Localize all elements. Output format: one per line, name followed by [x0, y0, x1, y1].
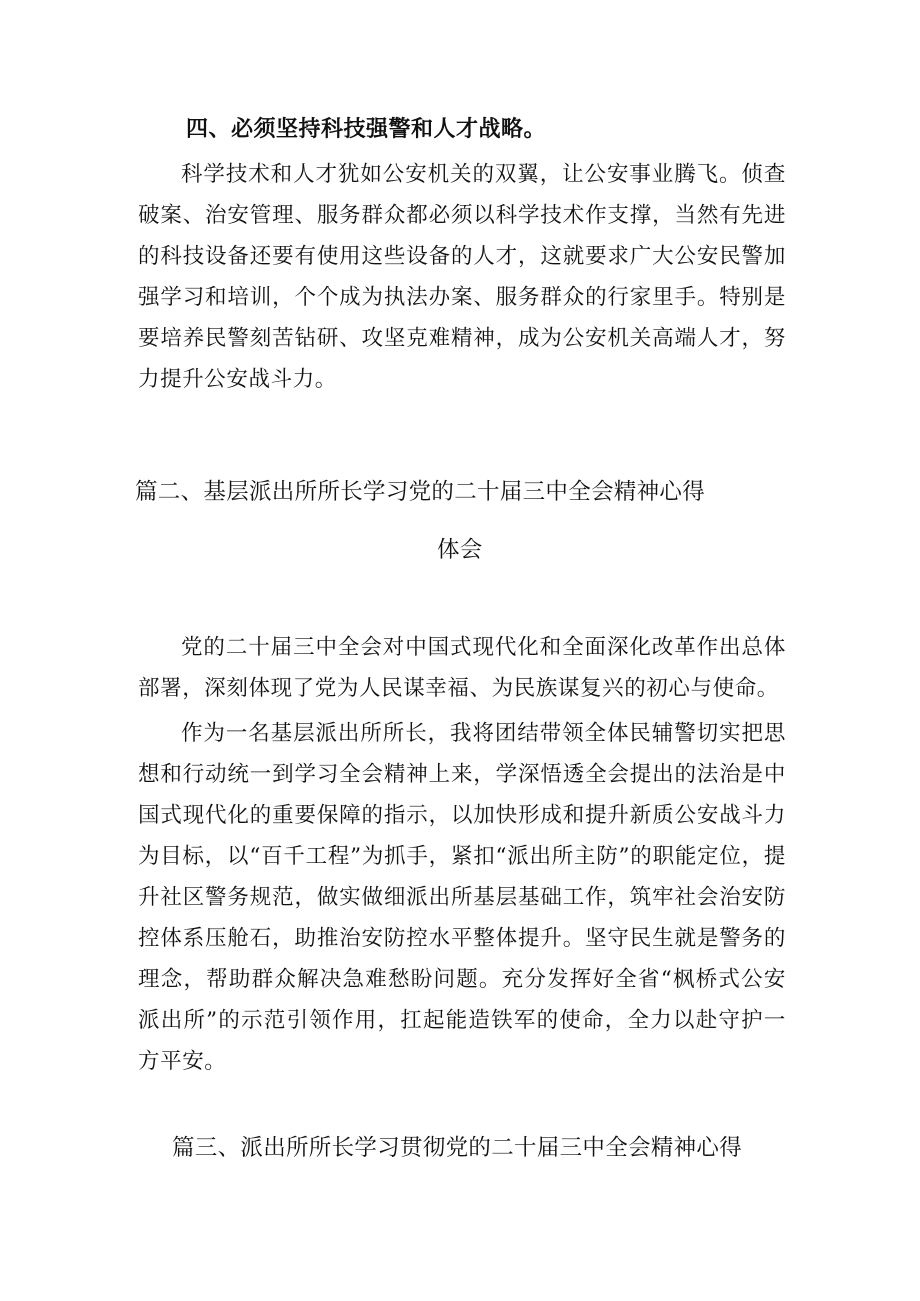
section-heading: 四、必须坚持科技强警和人才战略。: [186, 117, 547, 142]
part2-title-line1: 篇二、基层派出所所长学习党的二十届三中全会精神心得: [135, 479, 706, 505]
part2-paragraph-2: 作为一名基层派出所所长，我将团结带领全体民辅警切实把思想和行动统一到学习全会精神上来，学深悟透全会提出的法治是中国式现代化的重要保障的指示，以加快形成和提升新质公安战斗力为目标，以“百千工程”为抓手，紧扣“派出所主防”的职能定位，提升社区警务规范，做实做细派出所基层基础工作，筑牢社会治安防控体系压舱石，助推治安防控水平整体提升。坚守民生就是警务的理念，帮助群众解决急难愁盼问题。充分发挥好全省“枫桥式公安派出所”的示范引领作用，扛起能造铁军的使命，全力以赴守护一方平安。: [138, 721, 786, 1074]
part2-paragraph-1: 党的二十届三中全会对中国式现代化和全面深化改革作出总体部署，深刻体现了党为人民谋幸福、为民族谋复兴的初心与使命。: [138, 635, 786, 701]
section-paragraph: 科学技术和人才犹如公安机关的双翼，让公安事业腾飞。侦查破案、治安管理、服务群众都必须以科学技术作支撑，当然有先进的科技设备还要有使用这些设备的人才，这就要求广大公安民警加强学习和培训，个个成为执法办案、服务群众的行家里手。特别是要培养民警刻苦钻研、攻坚克难精神，成为公安机关高端人才，努力提升公安战斗力。: [138, 162, 786, 392]
part3-title-line1: 篇三、派出所所长学习贯彻党的二十届三中全会精神心得: [172, 1135, 743, 1161]
part2-title-line2: 体会: [437, 537, 483, 563]
